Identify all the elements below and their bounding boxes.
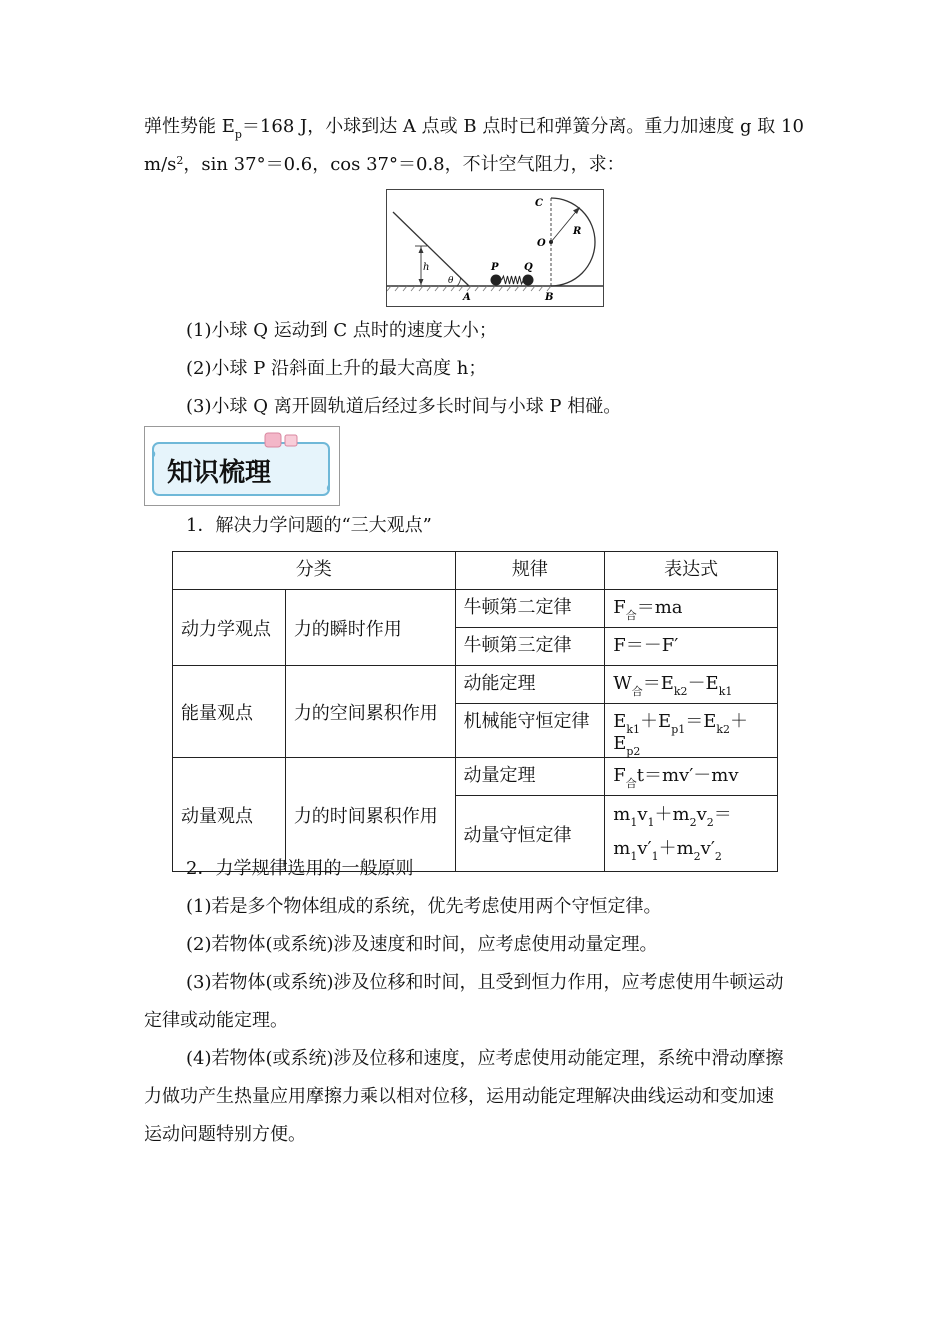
label-A: A bbox=[463, 292, 471, 303]
ball-Q bbox=[523, 275, 534, 286]
header-category: 分类 bbox=[173, 552, 456, 590]
header-law: 规律 bbox=[455, 552, 605, 590]
law-cell: 动量守恒定律 bbox=[455, 796, 605, 872]
expression-cell: $E_{k1}+E_{p1}=E_{k2}+E_{p2}$ bbox=[605, 704, 778, 758]
question-2: (2)小球 P 沿斜面上升的最大高度 h； bbox=[186, 358, 487, 379]
principle-4-line-3: 运动问题特别方便。 bbox=[144, 1124, 306, 1145]
expression-cell: $F_合=ma$ bbox=[605, 590, 778, 628]
incline-loop-diagram bbox=[387, 190, 603, 306]
ball-P bbox=[491, 275, 502, 286]
expression-cell: $F_合t=mv'-mv$ bbox=[605, 758, 778, 796]
principle-1: (1)若是多个物体组成的系统，优先考虑使用两个守恒定律。 bbox=[186, 896, 662, 917]
law-cell: 牛顿第二定律 bbox=[455, 590, 605, 628]
group-name: 动量观点 bbox=[173, 758, 286, 872]
clip-icon bbox=[265, 433, 297, 447]
intro-text: ＝168 J，小球到达 A 点或 B 点时已和弹簧分离。重力加速度 g 取 10 bbox=[241, 116, 804, 137]
table-header-row bbox=[173, 552, 778, 590]
section-1-title: 1．解决力学问题的“三大观点” bbox=[186, 515, 432, 536]
law-cell: 牛顿第三定律 bbox=[455, 628, 605, 666]
principle-4-line-2: 力做功产生热量应用摩擦力乘以相对位移，运用动能定理解决曲线运动和变加速 bbox=[144, 1086, 774, 1107]
law-cell: 动量定理 bbox=[455, 758, 605, 796]
label-O: O bbox=[537, 238, 546, 249]
expression-cell: $W_合=E_{k2}-E_{k1}$ bbox=[605, 666, 778, 704]
intro-text: 弹性势能 E bbox=[144, 116, 235, 137]
group-aspect: 力的时间累积作用 bbox=[285, 758, 455, 872]
expression-cell: F＝－F′ bbox=[605, 628, 778, 666]
banner-title: 知识梳理 bbox=[167, 458, 272, 488]
intro-line-2 bbox=[144, 154, 625, 178]
superscript: 2 bbox=[176, 154, 184, 167]
principle-3-line-1: (3)若物体(或系统)涉及位移和时间，且受到恒力作用，应考虑使用牛顿运动 bbox=[186, 972, 784, 993]
label-R: R bbox=[573, 226, 582, 237]
label-Q: Q bbox=[524, 262, 533, 273]
circular-track bbox=[551, 198, 595, 286]
label-P: P bbox=[491, 262, 499, 273]
spring bbox=[502, 276, 524, 284]
label-C: C bbox=[535, 198, 543, 209]
law-cell: 动能定理 bbox=[455, 666, 605, 704]
banner-graphic bbox=[145, 427, 339, 505]
table-row bbox=[173, 758, 778, 796]
law-cell: 机械能守恒定律 bbox=[455, 704, 605, 758]
question-1: (1)小球 Q 运动到 C 点时的速度大小； bbox=[186, 320, 497, 341]
principle-2: (2)若物体(或系统)涉及速度和时间，应考虑使用动量定理。 bbox=[186, 934, 658, 955]
group-aspect: 力的瞬时作用 bbox=[285, 590, 455, 666]
header-expression: 表达式 bbox=[605, 552, 778, 590]
subscript: p bbox=[234, 128, 242, 141]
knowledge-banner bbox=[144, 426, 340, 506]
table-row bbox=[173, 666, 778, 704]
question-3: (3)小球 Q 离开圆轨道后经过多长时间与小球 P 相碰。 bbox=[186, 396, 622, 417]
principle-4-line-1: (4)若物体(或系统)涉及位移和速度，应考虑使用动能定理，系统中滑动摩擦 bbox=[186, 1048, 784, 1069]
three-viewpoints-table bbox=[172, 551, 778, 872]
label-theta: θ bbox=[448, 276, 454, 286]
group-aspect: 力的空间累积作用 bbox=[285, 666, 455, 758]
group-name: 动力学观点 bbox=[173, 590, 286, 666]
group-name: 能量观点 bbox=[173, 666, 286, 758]
physics-figure bbox=[386, 189, 604, 307]
intro-text: m/s bbox=[144, 154, 177, 175]
label-B: B bbox=[545, 292, 554, 303]
expression-cell: $m_1v_1+m_2v_2=$ $m_1v'_1+m_2v'_2$ bbox=[605, 796, 778, 872]
intro-line-1 bbox=[144, 116, 804, 140]
label-h: h bbox=[423, 262, 430, 273]
table-row bbox=[173, 590, 778, 628]
incline-line bbox=[393, 212, 469, 286]
principle-3-line-2: 定律或动能定理。 bbox=[144, 1010, 288, 1031]
section-2-title: 2．力学规律选用的一般原则 bbox=[186, 858, 414, 879]
intro-text: ，sin 37°＝0.6，cos 37°＝0.8，不计空气阻力，求： bbox=[183, 154, 625, 175]
